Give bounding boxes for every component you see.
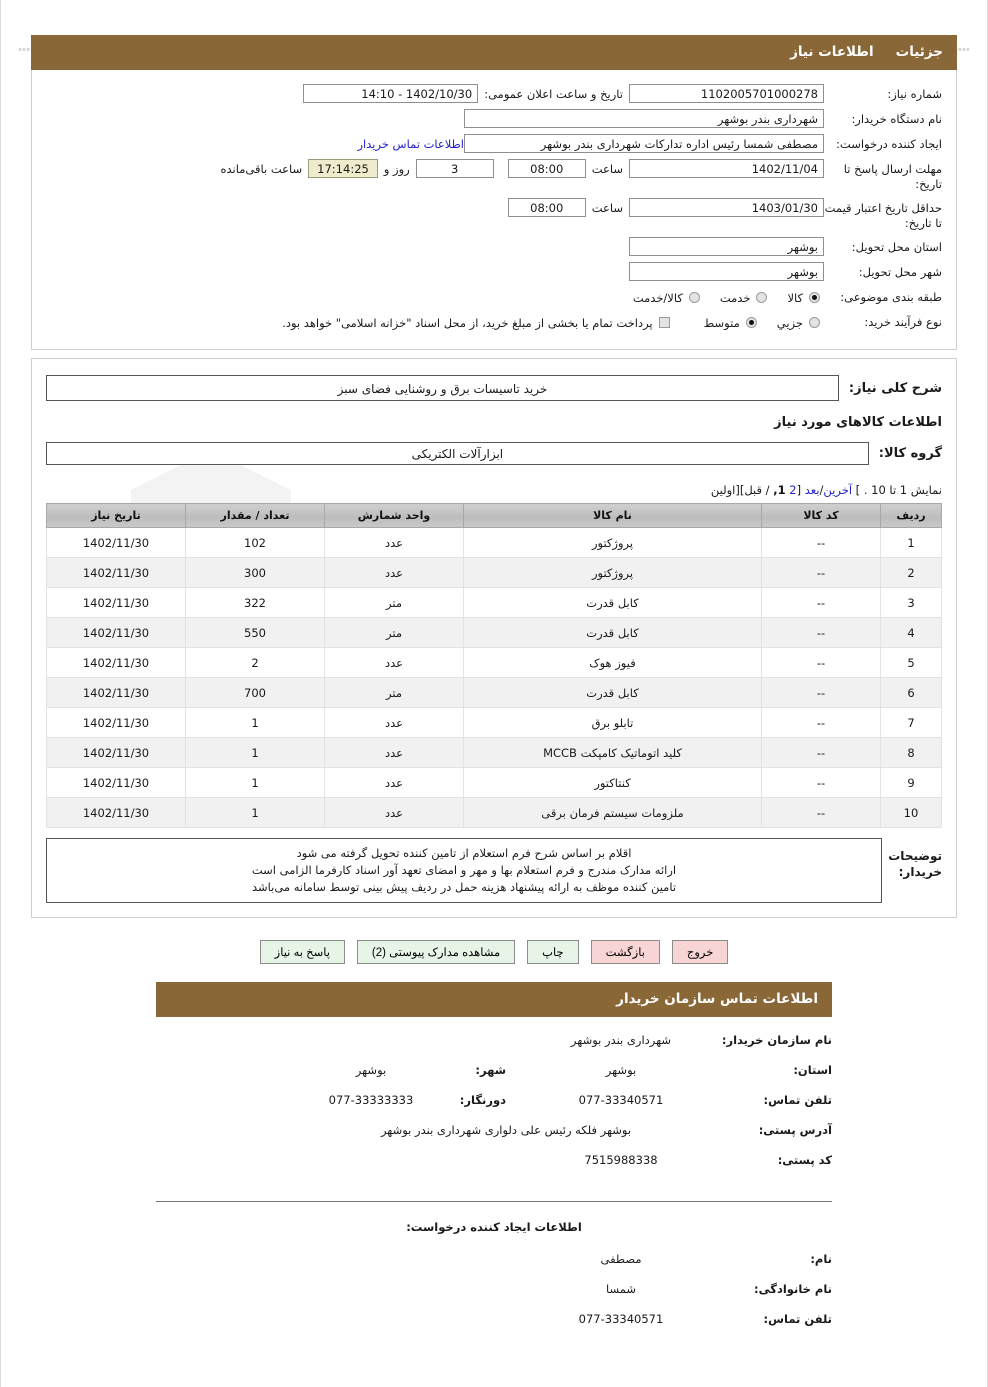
cell-code: -- xyxy=(762,558,881,588)
cell-unit: متر xyxy=(325,678,464,708)
creator-label: ایجاد کننده درخواست: xyxy=(836,137,942,151)
validity-time-field[interactable]: 08:00 xyxy=(508,198,586,217)
cell-row: 8 xyxy=(881,738,942,768)
announce-field[interactable]: 1402/10/30 - 14:10 xyxy=(303,84,478,103)
cell-qty: 102 xyxy=(186,528,325,558)
back-button[interactable]: بازگشت xyxy=(591,940,660,964)
need-number-label: شماره نیاز: xyxy=(887,87,942,101)
cell-name: ملزومات سیستم فرمان برقی xyxy=(464,798,762,828)
process-option-jozi-label: جزیي xyxy=(776,316,803,330)
radio-kala-icon[interactable] xyxy=(809,292,820,303)
cell-qty: 550 xyxy=(186,618,325,648)
cell-unit: عدد xyxy=(325,648,464,678)
col-date: تاریخ نیاز xyxy=(47,504,186,528)
respond-to-need-button[interactable]: پاسخ به نیاز xyxy=(260,940,345,964)
cell-code: -- xyxy=(762,648,881,678)
goods-group-label: گروه کالا: xyxy=(878,446,942,461)
goods-group-field[interactable]: ابزارآلات الکتریکی xyxy=(46,442,869,465)
contact-address-label: آدرس پستی: xyxy=(758,1123,832,1137)
cell-unit: عدد xyxy=(325,768,464,798)
row-requester-first-name xyxy=(156,1252,832,1266)
row-creator xyxy=(46,134,942,153)
cell-code: -- xyxy=(762,678,881,708)
goods-section-title: اطلاعات کالاهای مورد نیاز xyxy=(774,415,942,430)
contact-city-label: شهر: xyxy=(475,1063,506,1077)
contact-header-title: اطلاعات تماس سازمان خریدار xyxy=(616,991,818,1007)
row-goods-group xyxy=(46,442,942,465)
cell-name: کابل قدرت xyxy=(464,678,762,708)
need-number-field[interactable]: 1102005701000278 xyxy=(629,84,824,103)
contact-org-label: نام سازمان خریدار: xyxy=(721,1033,832,1047)
pagination-page-1: 1, xyxy=(773,483,786,497)
validity-label: حداقل تاریخ اعتبار قیمت تا تاریخ: xyxy=(824,201,942,230)
cell-unit: عدد xyxy=(325,708,464,738)
goods-table-body xyxy=(47,528,942,828)
row-need-summary xyxy=(46,375,942,401)
cell-code: -- xyxy=(762,588,881,618)
treasury-checkbox-label: پرداخت تمام یا بخشی از مبلغ خرید، از محل اسناد "خزانه اسلامی" خواهد بود. xyxy=(282,316,653,330)
col-qty: تعداد / مقدار xyxy=(186,504,325,528)
col-code: کد کالا xyxy=(762,504,881,528)
requester-phone-label: تلفن تماس: xyxy=(763,1312,832,1326)
row-city xyxy=(46,262,942,281)
contact-phone-label: تلفن تماس: xyxy=(763,1093,832,1107)
province-field[interactable]: بوشهر xyxy=(629,237,824,256)
row-need-number xyxy=(46,84,942,103)
deadline-time-label: ساعت xyxy=(591,162,623,176)
cell-row: 7 xyxy=(881,708,942,738)
treasury-checkbox-icon[interactable] xyxy=(659,317,670,328)
cell-qty: 300 xyxy=(186,558,325,588)
cell-unit: عدد xyxy=(325,738,464,768)
cell-date: 1402/11/30 xyxy=(47,618,186,648)
row-process-type xyxy=(46,312,942,331)
buyer-notes-label xyxy=(882,838,942,903)
requester-first-value: مصطفی xyxy=(600,1252,642,1266)
col-name: نام کالا xyxy=(464,504,762,528)
buyer-contact-link[interactable]: اطلاعات تماس خریدار xyxy=(357,137,464,151)
table-row xyxy=(47,768,942,798)
contact-province-label: استان: xyxy=(793,1063,832,1077)
section-divider xyxy=(156,1201,832,1202)
city-label: شهر محل تحویل: xyxy=(858,265,942,279)
cell-qty: 700 xyxy=(186,678,325,708)
cell-date: 1402/11/30 xyxy=(47,738,186,768)
buyer-org-field[interactable]: شهرداری بندر بوشهر xyxy=(464,109,824,128)
requester-title: اطلاعات ایجاد کننده درخواست: xyxy=(406,1220,582,1234)
requester-phone-value: 077-33340571 xyxy=(578,1312,664,1326)
cell-row: 2 xyxy=(881,558,942,588)
process-option-jozi[interactable] xyxy=(777,312,824,331)
cell-name: کابل قدرت xyxy=(464,618,762,648)
contact-phone-value: 077-33340571 xyxy=(578,1093,664,1107)
requester-first-label: نام: xyxy=(810,1252,832,1266)
announce-label: تاریخ و ساعت اعلان عمومی: xyxy=(484,87,623,101)
radio-kala-khedmat-icon[interactable] xyxy=(689,292,700,303)
cell-row: 1 xyxy=(881,528,942,558)
table-row xyxy=(47,558,942,588)
contact-header xyxy=(156,982,832,1017)
creator-field[interactable]: مصطفی شمسا رئیس اداره تدارکات شهرداری بندر بوشهر xyxy=(464,134,824,153)
cell-date: 1402/11/30 xyxy=(47,708,186,738)
pagination-page-2[interactable]: 2 xyxy=(789,483,797,497)
cell-row: 10 xyxy=(881,798,942,828)
cell-code: -- xyxy=(762,738,881,768)
exit-button[interactable]: خروج xyxy=(672,940,728,964)
table-row xyxy=(47,588,942,618)
buyer-notes-label-line1: توضیحات xyxy=(888,849,942,863)
requester-body xyxy=(156,1252,832,1346)
cell-name: پروژکتور xyxy=(464,528,762,558)
process-option-motavaset-label: متوسط xyxy=(703,316,740,330)
deadline-date-field[interactable]: 1402/11/04 xyxy=(629,159,824,178)
cell-unit: متر xyxy=(325,588,464,618)
col-row: ردیف xyxy=(881,504,942,528)
cell-date: 1402/11/30 xyxy=(47,588,186,618)
pagination: نمایش 1 تا 10 . ] آخرین/بعد [2 1, / قبل][اولین xyxy=(710,483,942,497)
pagination-prev[interactable]: قبل xyxy=(744,483,763,497)
tab-need-info[interactable]: اطلاعات نیاز xyxy=(790,44,874,60)
need-info-panel xyxy=(31,70,957,350)
cell-date: 1402/11/30 xyxy=(47,768,186,798)
validity-date-field[interactable]: 1403/01/30 xyxy=(629,198,824,217)
cell-qty: 1 xyxy=(186,768,325,798)
row-requester-last-name xyxy=(156,1282,832,1296)
contact-province-value: بوشهر xyxy=(605,1063,637,1077)
contact-address-value: بوشهر فلکه رئیس علی دلواری شهرداری بندر بوشهر xyxy=(380,1123,632,1137)
row-province xyxy=(46,237,942,256)
cell-qty: 2 xyxy=(186,648,325,678)
table-row xyxy=(47,528,942,558)
cell-name: تابلو برق xyxy=(464,708,762,738)
cell-date: 1402/11/30 xyxy=(47,648,186,678)
category-option-both[interactable] xyxy=(633,287,704,306)
cell-code: -- xyxy=(762,768,881,798)
row-category xyxy=(46,287,942,306)
contact-body xyxy=(156,1017,832,1187)
goods-panel xyxy=(31,358,957,918)
table-row xyxy=(47,708,942,738)
cell-code: -- xyxy=(762,618,881,648)
tab-details[interactable]: جزئیات xyxy=(895,44,943,60)
category-option-khedmat-label: خدمت xyxy=(719,291,751,305)
buyer-notes xyxy=(46,838,942,903)
buyer-note-line: تامین کننده موظف به ارائه پیشنهاد هزینه حمل در ردیف پیش بینی توسط سامانه می‌باشد xyxy=(251,880,677,894)
province-label: استان محل تحویل: xyxy=(851,240,942,254)
cell-name: کلید اتوماتیک کامپکت MCCB xyxy=(464,738,762,768)
radio-khedmat-icon[interactable] xyxy=(756,292,767,303)
deadline-label: مهلت ارسال پاسخ تا تاریخ: xyxy=(843,162,942,191)
radio-jozi-icon[interactable] xyxy=(809,317,820,328)
radio-motavaset-icon[interactable] xyxy=(746,317,757,328)
row-contact-province-city xyxy=(156,1063,832,1077)
process-option-motavaset[interactable] xyxy=(704,312,761,331)
cell-date: 1402/11/30 xyxy=(47,678,186,708)
requester-last-value: شمسا xyxy=(605,1282,637,1296)
row-buyer-org xyxy=(46,109,942,128)
cell-row: 3 xyxy=(881,588,942,618)
category-option-kala[interactable] xyxy=(787,287,824,306)
category-option-both-label: کالا/خدمت xyxy=(632,291,683,305)
goods-table-header-row xyxy=(47,504,942,528)
contact-postal-label: کد پستی: xyxy=(777,1153,832,1167)
action-buttons xyxy=(1,940,987,964)
need-summary-field[interactable]: خرید تاسیسات برق و روشنایی فضای سبز xyxy=(46,375,839,401)
buyer-note-line: ارائه مدارک مندرج و فرم استعلام بها و مهر و امضای تعهد آور اسناد کارفرما الزامی است xyxy=(251,863,677,877)
row-contact-org xyxy=(156,1033,832,1047)
validity-time-label: ساعت xyxy=(591,201,623,215)
countdown-label: ساعت باقی‌مانده xyxy=(220,162,303,176)
cell-row: 4 xyxy=(881,618,942,648)
cell-unit: متر xyxy=(325,618,464,648)
remaining-days-field: 3 xyxy=(416,159,494,178)
cell-qty: 1 xyxy=(186,708,325,738)
col-unit: واحد شمارش xyxy=(325,504,464,528)
category-option-kala-label: کالا xyxy=(787,291,803,305)
row-contact-postal xyxy=(156,1153,832,1167)
contact-org-value: شهرداری بندر بوشهر xyxy=(570,1033,672,1047)
table-row xyxy=(47,618,942,648)
pagination-next[interactable]: بعد xyxy=(804,483,820,497)
cell-unit: عدد xyxy=(325,558,464,588)
city-field[interactable]: بوشهر xyxy=(629,262,824,281)
contact-postal-value: 7515988338 xyxy=(584,1153,658,1167)
row-validity xyxy=(46,198,942,231)
buyer-notes-content xyxy=(46,838,882,903)
cell-code: -- xyxy=(762,798,881,828)
buyer-notes-label-line2: خریدار: xyxy=(898,865,942,879)
row-requester-phone xyxy=(156,1312,832,1326)
contact-city-value: بوشهر xyxy=(355,1063,387,1077)
cell-unit: عدد xyxy=(325,798,464,828)
category-option-khedmat[interactable] xyxy=(720,287,772,306)
table-row xyxy=(47,648,942,678)
cell-name: کابل قدرت xyxy=(464,588,762,618)
need-summary-label: شرح کلی نیاز: xyxy=(848,380,942,396)
pagination-last[interactable]: آخرین xyxy=(823,483,853,497)
need-info-header xyxy=(31,35,957,70)
cell-name: فیوز هوک xyxy=(464,648,762,678)
cell-name: کنتاکتور xyxy=(464,768,762,798)
cell-date: 1402/11/30 xyxy=(47,528,186,558)
cell-qty: 322 xyxy=(186,588,325,618)
pagination-prefix: نمایش 1 تا 10 . xyxy=(863,483,942,497)
cell-row: 6 xyxy=(881,678,942,708)
cell-code: -- xyxy=(762,528,881,558)
contact-fax-label: دورنگار: xyxy=(459,1093,506,1107)
countdown-timer: 17:14:25 xyxy=(308,159,378,178)
print-button[interactable]: چاپ xyxy=(527,940,578,964)
contact-fax-value: 077-33333333 xyxy=(328,1093,414,1107)
view-attachments-button[interactable]: مشاهده مدارک پیوستی (2) xyxy=(357,940,515,964)
cell-unit: عدد xyxy=(325,528,464,558)
cell-qty: 1 xyxy=(186,738,325,768)
cell-date: 1402/11/30 xyxy=(47,558,186,588)
pagination-first[interactable]: اولین xyxy=(710,483,736,497)
deadline-time-field[interactable]: 08:00 xyxy=(508,159,586,178)
table-row xyxy=(47,798,942,828)
buyer-note-line: اقلام بر اساس شرح فرم استعلام از تامین کننده تحویل گرفته می شود xyxy=(296,846,632,860)
category-label: طبقه بندی موضوعی: xyxy=(840,290,942,304)
cell-date: 1402/11/30 xyxy=(47,798,186,828)
table-row xyxy=(47,738,942,768)
buyer-org-label: نام دستگاه خریدار: xyxy=(851,112,942,126)
remaining-days-label: روز و xyxy=(383,162,410,176)
row-contact-address xyxy=(156,1123,832,1137)
treasury-checkbox-group[interactable] xyxy=(282,312,673,331)
table-row xyxy=(47,678,942,708)
process-label: نوع فرآیند خرید: xyxy=(864,315,942,329)
cell-qty: 1 xyxy=(186,798,325,828)
cell-row: 5 xyxy=(881,648,942,678)
cell-code: -- xyxy=(762,708,881,738)
cell-row: 9 xyxy=(881,768,942,798)
cell-name: پروژکتور xyxy=(464,558,762,588)
row-contact-phone-fax xyxy=(156,1093,832,1107)
goods-table xyxy=(46,503,942,828)
requester-last-label: نام خانوادگی: xyxy=(754,1282,832,1296)
row-deadline xyxy=(46,159,942,192)
